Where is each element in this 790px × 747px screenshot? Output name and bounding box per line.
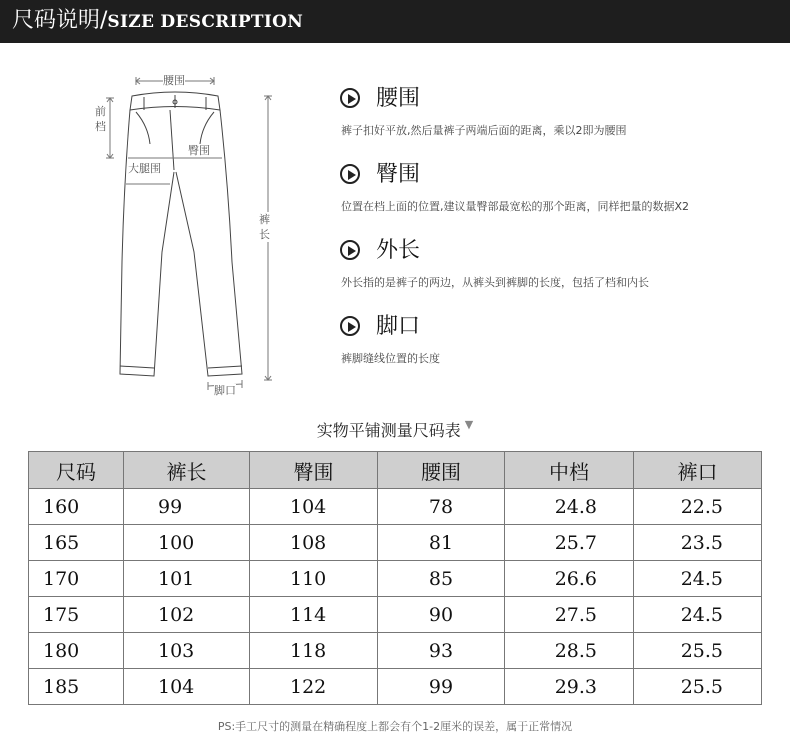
table-row xyxy=(29,633,762,669)
table-cell: 29.3 xyxy=(505,669,634,705)
table-cell: 24.5 xyxy=(634,597,762,633)
diagram-label-waist: 腰围 xyxy=(163,74,185,87)
table-cell: 78 xyxy=(378,489,505,525)
measure-title: 外长 xyxy=(376,238,421,263)
table-cell: 102 xyxy=(124,597,250,633)
table-cell: 110 xyxy=(250,561,378,597)
table-cell: 28.5 xyxy=(505,633,634,669)
diagram-label-front-rise xyxy=(94,104,107,134)
table-cell: 24.5 xyxy=(634,561,762,597)
column-header-size: 尺码 xyxy=(29,452,124,489)
measure-desc: 裤脚缝线位置的长度 xyxy=(341,352,440,365)
table-cell: 23.5 xyxy=(634,525,762,561)
table-cell: 25.5 xyxy=(634,633,762,669)
table-cell: 100 xyxy=(124,525,250,561)
measure-desc: 裤子扣好平放,然后量裤子两端后面的距离，乘以2即为腰围 xyxy=(341,124,627,137)
play-icon xyxy=(340,316,360,336)
table-row xyxy=(29,669,762,705)
table-cell: 104 xyxy=(250,489,378,525)
diagram-label-length-text: 裤 长 xyxy=(259,213,270,241)
table-title xyxy=(0,418,790,441)
header-title-en: SIZE DESCRIPTION xyxy=(107,12,304,32)
diagram-label-length xyxy=(258,212,271,242)
down-triangle-icon: ▼ xyxy=(464,418,474,431)
table-cell: 25.5 xyxy=(634,669,762,705)
header-title-cn: 尺码说明/ xyxy=(12,8,108,33)
table-cell: 27.5 xyxy=(505,597,634,633)
table-cell: 93 xyxy=(378,633,505,669)
table-cell: 104 xyxy=(124,669,250,705)
measurement-note: PS:手工尺寸的测量在精确程度上都会有个1-2厘米的误差，属于正常情况 xyxy=(217,720,573,733)
measure-title: 脚口 xyxy=(376,314,421,339)
table-cell: 90 xyxy=(378,597,505,633)
diagram-label-front-rise-text: 前 档 xyxy=(95,105,106,133)
diagram-label-thigh: 大腿围 xyxy=(128,162,161,175)
table-cell: 99 xyxy=(124,489,250,525)
table-cell: 101 xyxy=(124,561,250,597)
table-cell: 118 xyxy=(250,633,378,669)
table-row xyxy=(29,561,762,597)
measure-title: 腰围 xyxy=(376,86,421,111)
table-cell: 24.8 xyxy=(505,489,634,525)
play-icon xyxy=(340,88,360,108)
play-icon xyxy=(340,164,360,184)
table-row xyxy=(29,597,762,633)
measure-title: 臀围 xyxy=(376,162,421,187)
table-cell: 99 xyxy=(378,669,505,705)
table-cell: 170 xyxy=(29,561,124,597)
table-cell: 103 xyxy=(124,633,250,669)
table-cell: 81 xyxy=(378,525,505,561)
column-header-waist: 腰围 xyxy=(378,452,505,489)
table-cell: 114 xyxy=(250,597,378,633)
table-cell: 26.6 xyxy=(505,561,634,597)
measure-desc: 位置在档上面的位置,建议量臀部最宽松的那个距离，同样把量的数据X2 xyxy=(341,200,690,213)
table-title-text: 实物平铺测量尺码表 xyxy=(316,421,461,440)
play-icon xyxy=(340,240,360,260)
size-table xyxy=(28,451,762,705)
table-cell: 180 xyxy=(29,633,124,669)
header-title xyxy=(12,8,303,35)
table-cell: 160 xyxy=(29,489,124,525)
pants-diagram xyxy=(70,62,300,407)
measure-desc: 外长指的是裤子的两边，从裤头到裤脚的长度，包括了档和内长 xyxy=(341,276,649,289)
table-header-row xyxy=(29,452,762,489)
header-bar xyxy=(0,0,790,43)
table-cell: 122 xyxy=(250,669,378,705)
table-cell: 175 xyxy=(29,597,124,633)
table-cell: 22.5 xyxy=(634,489,762,525)
table-cell: 108 xyxy=(250,525,378,561)
column-header-thigh: 中档 xyxy=(505,452,634,489)
diagram-label-hip: 臀围 xyxy=(188,144,210,157)
column-header-hip: 臀围 xyxy=(250,452,378,489)
table-cell: 85 xyxy=(378,561,505,597)
column-header-hem: 裤口 xyxy=(634,452,762,489)
column-header-length: 裤长 xyxy=(124,452,250,489)
table-cell: 185 xyxy=(29,669,124,705)
table-row xyxy=(29,525,762,561)
table-cell: 25.7 xyxy=(505,525,634,561)
diagram-label-hem: 脚口 xyxy=(214,384,236,397)
table-cell: 165 xyxy=(29,525,124,561)
table-row xyxy=(29,489,762,525)
